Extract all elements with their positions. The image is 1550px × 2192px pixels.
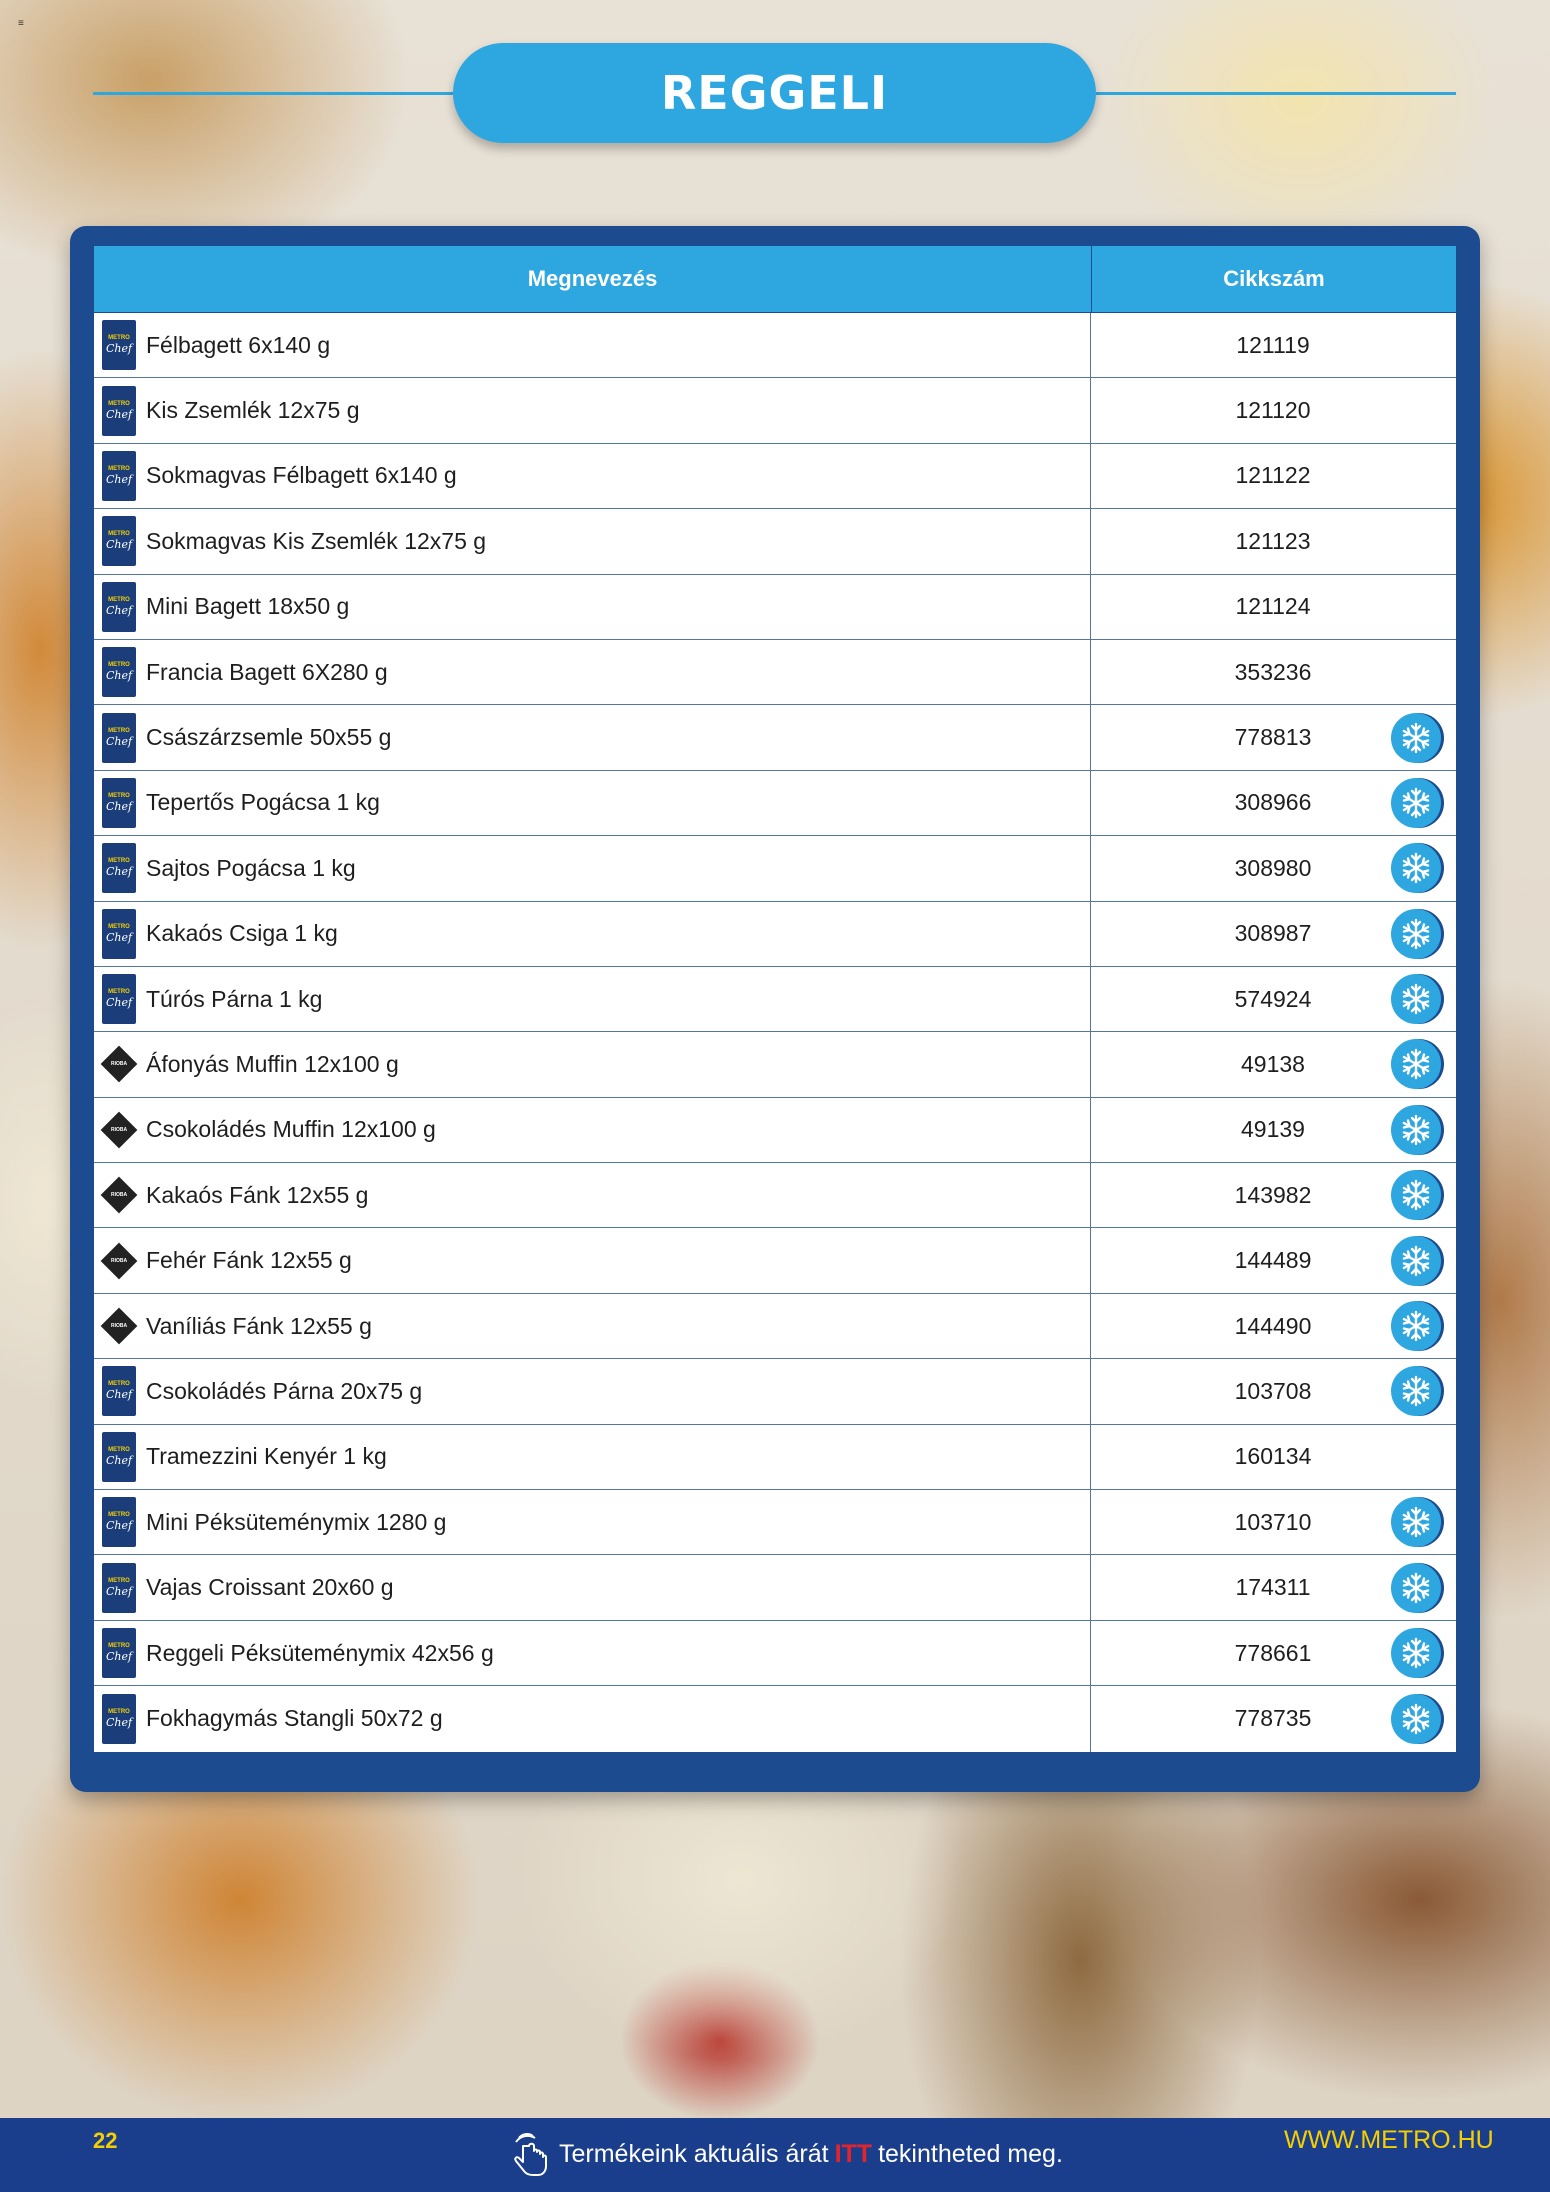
page-number: 22 — [93, 2128, 118, 2153]
product-name: Áfonyás Muffin 12x100 g — [146, 1050, 399, 1077]
item-code: 174311 — [1235, 1574, 1311, 1601]
metro-chef-logo-icon: METRO Chef — [102, 1628, 136, 1678]
metro-chef-logo-icon: METRO Chef — [102, 516, 136, 566]
product-name: Mini Bagett 18x50 g — [146, 593, 350, 620]
snowflake-icon — [1391, 1301, 1441, 1351]
metro-chef-logo-icon: METRO Chef — [102, 1497, 136, 1547]
metro-chef-logo-icon: METRO Chef — [102, 582, 136, 632]
product-name: Sajtos Pogácsa 1 kg — [146, 854, 356, 881]
item-code-cell — [1091, 1359, 1455, 1423]
item-code: 121120 — [1235, 397, 1311, 424]
product-name-cell — [94, 378, 1091, 442]
metro-chef-logo-icon: METRO Chef — [102, 843, 136, 893]
item-code-cell — [1091, 1032, 1455, 1096]
product-name-cell — [94, 640, 1091, 704]
item-code-cell — [1091, 1555, 1455, 1619]
table-row — [94, 640, 1456, 705]
item-code: 308966 — [1234, 789, 1312, 816]
table-row — [94, 509, 1456, 574]
snowflake-glyph — [1399, 721, 1433, 755]
rioba-logo-icon: RIOBA — [102, 1105, 136, 1155]
item-code: 143982 — [1234, 1181, 1312, 1208]
column-header-code: Cikkszám — [1223, 266, 1325, 291]
item-code: 121124 — [1235, 593, 1311, 620]
item-code-cell — [1091, 836, 1455, 900]
price-link[interactable] — [505, 2130, 1063, 2178]
item-code: 308980 — [1234, 854, 1312, 881]
table-row — [94, 1686, 1456, 1751]
metro-chef-logo-icon: METRO Chef — [102, 713, 136, 763]
table-row — [94, 1621, 1456, 1686]
product-name: Fehér Fánk 12x55 g — [146, 1247, 352, 1274]
item-code-cell — [1091, 1425, 1455, 1489]
snowflake-glyph — [1399, 1636, 1433, 1670]
snowflake-glyph — [1399, 1374, 1433, 1408]
metro-chef-logo-icon: METRO Chef — [102, 778, 136, 828]
snowflake-icon — [1391, 1236, 1441, 1286]
item-code-cell — [1091, 444, 1455, 508]
table-row — [94, 902, 1456, 967]
product-name: Csokoládés Párna 20x75 g — [146, 1377, 423, 1404]
product-name-cell — [94, 1294, 1091, 1358]
section-title-banner — [453, 43, 1096, 143]
table-row — [94, 1228, 1456, 1293]
item-code-cell — [1091, 575, 1455, 639]
product-name: Fokhagymás Stangli 50x72 g — [146, 1705, 443, 1732]
table-row — [94, 836, 1456, 901]
snowflake-icon — [1391, 713, 1441, 763]
product-name: Sokmagvas Félbagett 6x140 g — [146, 462, 457, 489]
table-row — [94, 1032, 1456, 1097]
metro-chef-logo-icon: METRO Chef — [102, 320, 136, 370]
product-name: Kis Zsemlék 12x75 g — [146, 397, 360, 424]
table-row — [94, 771, 1456, 836]
page-title: REGGELI — [660, 66, 889, 120]
product-name: Mini Péksüteménymix 1280 g — [146, 1508, 447, 1535]
product-name-cell — [94, 1359, 1091, 1423]
product-name-cell — [94, 1621, 1091, 1685]
snowflake-glyph — [1399, 1702, 1433, 1736]
table-row — [94, 1098, 1456, 1163]
metro-chef-logo-icon: METRO Chef — [102, 974, 136, 1024]
corner-mark: ≡ — [18, 18, 24, 29]
product-name: Reggeli Péksüteménymix 42x56 g — [146, 1639, 494, 1666]
item-code: 121122 — [1235, 462, 1311, 489]
metro-chef-logo-icon: METRO Chef — [102, 1366, 136, 1416]
snowflake-glyph — [1399, 1571, 1433, 1605]
item-code: 353236 — [1234, 658, 1312, 685]
item-code: 121123 — [1235, 527, 1311, 554]
table-row — [94, 575, 1456, 640]
table-row — [94, 378, 1456, 443]
item-code-cell — [1091, 640, 1455, 704]
header-rule-right — [1096, 92, 1456, 95]
table-body — [94, 313, 1456, 1752]
product-name: Vaníliás Fánk 12x55 g — [146, 1312, 372, 1339]
item-code: 121119 — [1236, 331, 1310, 358]
item-code: 308987 — [1234, 920, 1312, 947]
item-code-cell — [1091, 1163, 1455, 1227]
snowflake-glyph — [1399, 917, 1433, 951]
snowflake-glyph — [1399, 1047, 1433, 1081]
snowflake-icon — [1391, 909, 1441, 959]
table-row — [94, 313, 1456, 378]
metro-chef-logo-icon: METRO Chef — [102, 909, 136, 959]
product-name: Csokoládés Muffin 12x100 g — [146, 1116, 436, 1143]
table-row — [94, 1294, 1456, 1359]
header-rule-left — [93, 92, 453, 95]
item-code: 574924 — [1234, 985, 1312, 1012]
product-name-cell — [94, 575, 1091, 639]
item-code-cell — [1091, 902, 1455, 966]
snowflake-icon — [1391, 1563, 1441, 1613]
footer-message-end: tekintheted meg. — [878, 2139, 1063, 2168]
product-name: Félbagett 6x140 g — [146, 331, 331, 358]
product-name-cell — [94, 1490, 1091, 1554]
table-row — [94, 1555, 1456, 1620]
item-code: 49138 — [1241, 1050, 1305, 1077]
product-name-cell — [94, 1032, 1091, 1096]
table-header — [94, 246, 1456, 313]
metro-chef-logo-icon: METRO Chef — [102, 1563, 136, 1613]
item-code: 778813 — [1234, 724, 1312, 751]
product-name-cell — [94, 1163, 1091, 1227]
item-code: 778661 — [1234, 1639, 1312, 1666]
table-row — [94, 1490, 1456, 1555]
snowflake-icon — [1391, 1694, 1441, 1744]
snowflake-glyph — [1399, 1178, 1433, 1212]
snowflake-glyph — [1399, 1113, 1433, 1147]
snowflake-glyph — [1399, 1309, 1433, 1343]
item-code-cell — [1091, 313, 1455, 377]
snowflake-glyph — [1399, 786, 1433, 820]
snowflake-icon — [1391, 974, 1441, 1024]
snowflake-icon — [1391, 1170, 1441, 1220]
item-code-cell — [1091, 1621, 1455, 1685]
table-row — [94, 1425, 1456, 1490]
rioba-logo-icon: RIOBA — [102, 1301, 136, 1351]
snowflake-icon — [1391, 843, 1441, 893]
table-row — [94, 1359, 1456, 1424]
column-header-name: Megnevezés — [94, 246, 1092, 312]
snowflake-icon — [1391, 778, 1441, 828]
rioba-logo-icon: RIOBA — [102, 1039, 136, 1089]
metro-chef-logo-icon: METRO Chef — [102, 451, 136, 501]
rioba-logo-icon: RIOBA — [102, 1170, 136, 1220]
product-name-cell — [94, 967, 1091, 1031]
product-name: Kakaós Csiga 1 kg — [146, 920, 338, 947]
item-code-cell — [1091, 378, 1455, 442]
item-code-cell — [1091, 1490, 1455, 1554]
snowflake-icon — [1391, 1497, 1441, 1547]
snowflake-glyph — [1399, 982, 1433, 1016]
pointing-hand-icon — [505, 2130, 553, 2178]
product-name-cell — [94, 902, 1091, 966]
website-link[interactable]: WWW.METRO.HU — [1284, 2126, 1494, 2154]
item-code-cell — [1091, 705, 1455, 769]
item-code: 778735 — [1234, 1705, 1312, 1732]
item-code-cell — [1091, 1098, 1455, 1162]
metro-chef-logo-icon: METRO Chef — [102, 386, 136, 436]
product-name-cell — [94, 444, 1091, 508]
product-name: Sokmagvas Kis Zsemlék 12x75 g — [146, 527, 487, 554]
item-code-cell — [1091, 967, 1455, 1031]
table-row — [94, 1163, 1456, 1228]
product-name-cell — [94, 1228, 1091, 1292]
metro-chef-logo-icon: METRO Chef — [102, 1694, 136, 1744]
product-name: Francia Bagett 6X280 g — [146, 658, 388, 685]
metro-chef-logo-icon: METRO Chef — [102, 647, 136, 697]
product-name-cell — [94, 1686, 1091, 1751]
product-name: Tepertős Pogácsa 1 kg — [146, 789, 380, 816]
product-name-cell — [94, 1425, 1091, 1489]
rioba-logo-icon: RIOBA — [102, 1236, 136, 1286]
item-code-cell — [1091, 1228, 1455, 1292]
snowflake-glyph — [1399, 851, 1433, 885]
item-code: 103710 — [1234, 1508, 1312, 1535]
item-code: 144489 — [1234, 1247, 1312, 1274]
product-name-cell — [94, 771, 1091, 835]
product-name-cell — [94, 1555, 1091, 1619]
snowflake-glyph — [1399, 1244, 1433, 1278]
product-table — [94, 246, 1456, 1752]
table-row — [94, 967, 1456, 1032]
product-name: Vajas Croissant 20x60 g — [146, 1574, 394, 1601]
snowflake-glyph — [1399, 1505, 1433, 1539]
snowflake-icon — [1391, 1628, 1441, 1678]
table-row — [94, 705, 1456, 770]
snowflake-icon — [1391, 1105, 1441, 1155]
item-code-cell — [1091, 509, 1455, 573]
product-name: Tramezzini Kenyér 1 kg — [146, 1443, 387, 1470]
snowflake-icon — [1391, 1366, 1441, 1416]
product-name-cell — [94, 313, 1091, 377]
product-name-cell — [94, 836, 1091, 900]
item-code-cell — [1091, 1294, 1455, 1358]
footer-message-start: Termékeink aktuális árát — [559, 2139, 829, 2168]
metro-chef-logo-icon: METRO Chef — [102, 1432, 136, 1482]
product-name: Kakaós Fánk 12x55 g — [146, 1181, 369, 1208]
item-code: 160134 — [1234, 1443, 1312, 1470]
item-code-cell — [1091, 771, 1455, 835]
footer-link-itt[interactable]: ITT — [834, 2139, 873, 2168]
item-code: 144490 — [1234, 1312, 1312, 1339]
product-name-cell — [94, 509, 1091, 573]
product-name-cell — [94, 705, 1091, 769]
item-code: 103708 — [1234, 1377, 1312, 1404]
product-name-cell — [94, 1098, 1091, 1162]
table-row — [94, 444, 1456, 509]
item-code-cell — [1091, 1686, 1455, 1751]
item-code: 49139 — [1241, 1116, 1305, 1143]
product-name: Túrós Párna 1 kg — [146, 985, 323, 1012]
product-name: Császárzsemle 50x55 g — [146, 724, 392, 751]
snowflake-icon — [1391, 1039, 1441, 1089]
